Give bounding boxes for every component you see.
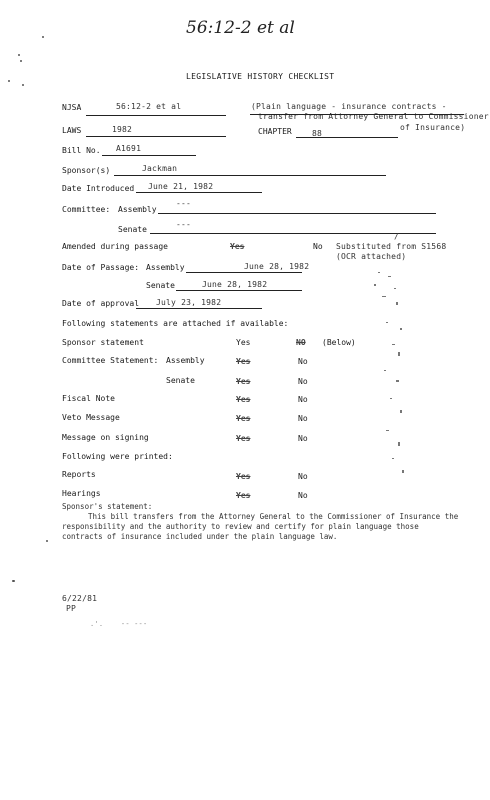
- sponsor-statement-below: (Below): [322, 338, 356, 347]
- fiscal-note-no: No: [298, 395, 308, 404]
- statements-header: Following statements are attached if available:: [62, 319, 289, 328]
- struck-yes-text: Yes: [236, 395, 251, 404]
- reports-yes-struck: [236, 472, 250, 481]
- scan-speck: [8, 80, 10, 82]
- passage-assembly-underline: [186, 272, 302, 273]
- struck-yes-text: Yes: [236, 414, 251, 423]
- struck-yes-text: Yes: [236, 434, 251, 443]
- reports-no: No: [298, 472, 308, 481]
- committee-senate-label: Senate: [118, 225, 147, 234]
- committee-label: Committee:: [62, 205, 111, 214]
- amended-ocr: (OCR attached): [336, 252, 407, 261]
- date-introduced-label: Date Introduced: [62, 184, 135, 193]
- njsa-underline: [86, 115, 226, 116]
- passage-assembly-label: Assembly: [146, 263, 185, 272]
- sponsor-stmt-line-1: This bill transfers from the Attorney General to the Commissioner of Insurance the: [88, 512, 459, 521]
- committee-assembly-value: ---: [176, 199, 192, 208]
- struck-yes-text: Yes: [230, 242, 245, 251]
- scan-speck: [22, 84, 24, 86]
- sponsor-statement-no-struck: [296, 338, 306, 347]
- fiscal-note-yes-struck: [236, 395, 250, 404]
- committee-statement-senate-yes-struck: [236, 377, 250, 386]
- sponsor-stmt-heading: Sponsor's statement:: [62, 502, 153, 511]
- sponsor-underline: [114, 175, 386, 176]
- committee-statement-assembly-label: Assembly: [166, 356, 205, 365]
- committee-statement-senate-label: Senate: [166, 376, 195, 385]
- struck-yes-text: Yes: [236, 472, 251, 481]
- scan-speck: [42, 36, 44, 38]
- laws-label: LAWS: [62, 126, 82, 135]
- scan-speck: [46, 540, 48, 542]
- scan-speck: [12, 580, 15, 582]
- committee-assembly-label: Assembly: [118, 205, 157, 214]
- fiscal-note-label: Fiscal Note: [62, 394, 115, 403]
- struck-yes-text: Yes: [236, 377, 251, 386]
- chapter-value: 88: [312, 129, 323, 138]
- page-title: LEGISLATIVE HISTORY CHECKLIST: [186, 72, 335, 81]
- scan-speck: [18, 54, 20, 56]
- passage-assembly-value: June 28, 1982: [244, 262, 310, 271]
- sponsor-label: Sponsor(s): [62, 166, 111, 175]
- committee-statement-assembly-yes-struck: [236, 357, 250, 366]
- footer-date: 6/22/81: [62, 594, 98, 603]
- passage-senate-value: June 28, 1982: [202, 280, 268, 289]
- passage-senate-label: Senate: [146, 281, 175, 290]
- passage-label: Date of Passage:: [62, 263, 140, 272]
- date-introduced-underline: [136, 192, 262, 193]
- margin-scan-noise: [366, 262, 406, 492]
- amended-substituted: Substituted from S1568: [336, 242, 447, 251]
- scan-speck: [20, 60, 22, 62]
- amended-no: No: [313, 242, 323, 251]
- sponsor-value: Jackman: [142, 164, 178, 173]
- amended-yes-struck: [230, 242, 244, 251]
- footer-initials: PP: [66, 604, 77, 613]
- footer-smudge: .'. -- ---: [90, 620, 148, 628]
- committee-senate-value: ---: [176, 220, 192, 229]
- sponsor-stmt-line-2: responsibility and the authority to review and certify for plain language those: [62, 522, 419, 531]
- subject-underline: [250, 114, 464, 115]
- laws-underline: [86, 136, 226, 137]
- printed-header: Following were printed:: [62, 452, 173, 461]
- hearings-no: No: [298, 491, 308, 500]
- veto-message-no: No: [298, 414, 308, 423]
- committee-assembly-underline: [158, 213, 436, 214]
- message-on-signing-yes-struck: [236, 434, 250, 443]
- struck-no-text: NO: [296, 338, 306, 347]
- date-introduced-value: June 21, 1982: [148, 182, 214, 191]
- committee-statement-label: Committee Statement:: [62, 356, 159, 365]
- bill-no-value: A1691: [116, 144, 142, 153]
- chapter-label: CHAPTER: [258, 127, 292, 136]
- approval-label: Date of approval: [62, 299, 140, 308]
- struck-yes-text: Yes: [236, 357, 251, 366]
- amended-label: Amended during passage: [62, 242, 168, 251]
- approval-value: July 23, 1982: [156, 298, 222, 307]
- subject-line-1: (Plain language - insurance contracts -: [251, 102, 447, 111]
- bill-no-label: Bill No.: [62, 146, 101, 155]
- handwritten-title: 56:12-2 et al: [186, 18, 295, 38]
- sponsor-stmt-line-3: contracts of insurance included under the plain language law.: [62, 532, 338, 541]
- message-on-signing-no: No: [298, 434, 308, 443]
- tick-mark: /: [394, 232, 400, 241]
- sponsor-statement-yes: Yes: [236, 338, 251, 347]
- chapter-underline: [296, 137, 398, 138]
- subject-line-3: of Insurance): [400, 123, 466, 132]
- committee-statement-assembly-no: No: [298, 357, 308, 366]
- hearings-yes-struck: [236, 491, 250, 500]
- njsa-label: NJSA: [62, 103, 82, 112]
- hearings-label: Hearings: [62, 489, 101, 498]
- subject-line-2: transfer from Attorney General to Commissioner: [258, 112, 489, 121]
- reports-label: Reports: [62, 470, 96, 479]
- bill-no-underline: [102, 155, 196, 156]
- sponsor-statement-label: Sponsor statement: [62, 338, 144, 347]
- approval-underline: [136, 308, 262, 309]
- laws-value: 1982: [112, 125, 133, 134]
- njsa-value: 56:12-2 et al: [116, 102, 182, 111]
- struck-yes-text: Yes: [236, 491, 251, 500]
- passage-senate-underline: [176, 290, 302, 291]
- message-on-signing-label: Message on signing: [62, 433, 149, 442]
- veto-message-yes-struck: [236, 414, 250, 423]
- committee-statement-senate-no: No: [298, 377, 308, 386]
- veto-message-label: Veto Message: [62, 413, 120, 422]
